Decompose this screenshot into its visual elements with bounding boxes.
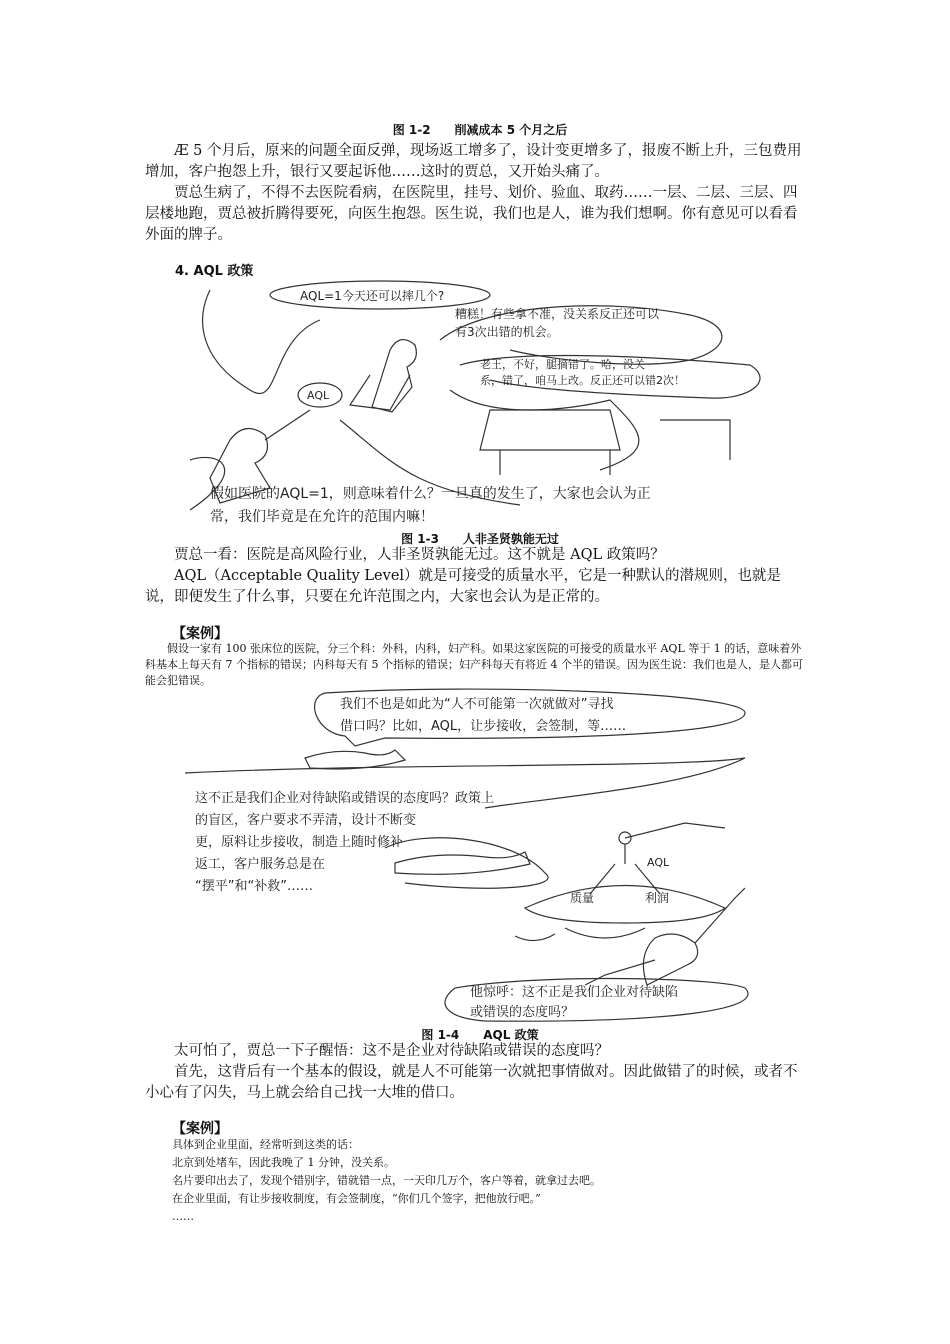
figure-1-4-caption: 图 1-4 AQL 政策 bbox=[421, 1028, 539, 1042]
figure-1-3-bubble-1: AQL=1今天还可以摔几个? bbox=[300, 289, 445, 303]
figure-1-3-bubble-2-line: 有3次出错的机会。 bbox=[455, 325, 559, 339]
lamp-shade bbox=[525, 886, 725, 924]
figure-1-4-bubble-top-line: 我们不也是如此为“人不可能第一次就做对”寻找 bbox=[340, 697, 614, 712]
figure-1-3-bottom-line: 假如医院的AQL=1，则意味着什么？一旦真的发生了，大家也会认为正 bbox=[210, 486, 651, 502]
figure-1-4-illustration bbox=[185, 688, 765, 1028]
section-heading: 4. AQL 政策 bbox=[175, 264, 254, 279]
figure-1-4-bubble-mid-line: 更，原料让步接收，制造上随时修补 bbox=[195, 835, 404, 850]
paragraph: 太可怕了，贾总一下子醒悟：这不是企业对待缺陷或错误的态度吗？ bbox=[174, 1043, 609, 1059]
sketch-line bbox=[515, 928, 645, 941]
figure-1-3-bubble-3-line: 老王，不好，腿摘错了。哈，没关 bbox=[480, 358, 645, 371]
paragraph: AQL（Acceptable Quality Level）就是可接受的质量水平，它是一种默认的潜规则，也就是说，即便发生了什么事，只要在允许范围之内，大家也会认为是正常的。 bbox=[145, 568, 782, 605]
figure-1-3-bottom-line: 常，我们毕竟是在允许的范围内嘛！ bbox=[210, 509, 434, 525]
figure-1-4-bubble-mid-line: 返工，客户服务总是在 bbox=[195, 857, 326, 872]
sketch-line bbox=[203, 290, 250, 390]
figure-1-3-sign-label: AQL bbox=[307, 389, 330, 402]
case-line: 名片要印出去了，发现个错别字，错就错一点，一天印几万个，客户等着，就拿过去吧。 bbox=[172, 1174, 601, 1187]
figure-1-4-bubble-bottom-line: 或错误的态度吗？ bbox=[470, 1005, 575, 1020]
sleeping-figure bbox=[305, 750, 405, 769]
figure-1-2-caption: 图 1-2 削减成本 5 个月之后 bbox=[392, 123, 568, 137]
figure-1-4-shade-left: 质量 bbox=[570, 891, 595, 905]
chain bbox=[625, 823, 725, 838]
figure-1-4-bubble-top-line: 借口吗？比如，AQL，让步接收，会签制，等…… bbox=[340, 719, 627, 734]
case-line: …… bbox=[172, 1210, 194, 1223]
sketch-line bbox=[265, 410, 310, 440]
figure-1-4-bubble-bottom-line: 他惊呼：这不正是我们企业对待缺陷 bbox=[470, 985, 679, 1000]
figure-1-3-caption: 图 1-3 人非圣贤孰能无过 bbox=[401, 532, 559, 546]
case-line: 具体到企业里面，经常听到这类的话： bbox=[172, 1138, 359, 1151]
falling-figure bbox=[643, 934, 697, 985]
figure-1-4-bubble-mid-line: “摆平”和“补救”…… bbox=[195, 879, 313, 894]
sketch-line bbox=[250, 320, 320, 394]
sketch-line bbox=[385, 838, 548, 888]
paragraph: 首先，这背后有一个基本的假设，就是人不可能第一次就把事情做对。因此做错了的时候，或者不小心有了闪失，马上就会给自己找一大堆的借口。 bbox=[145, 1064, 798, 1101]
sleeping-figure bbox=[395, 852, 530, 874]
figure-1-4-shade-right: 利润 bbox=[645, 891, 670, 905]
paragraph: Æ 5 个月后，原来的问题全面反弹，现场返工增多了，设计变更增多了，报废不断上升，三包费用增加，客户抱怨上升，银行又要起诉他……这时的贾总，又开始头痛了。 bbox=[145, 143, 802, 180]
figure-1-3-bubble-3-line: 系，错了，咱马上改。反正还可以错2次！ bbox=[480, 374, 685, 387]
case-text: 假设一家有 100 张床位的医院，分三个科：外科，内科，妇产科。如果这家医院的可接受的质量水平 AQL 等于 1 的话，意味着外科基本上每天有 7 个指标的错误；内科每天有 5 个指标的错误；妇产科每天有将近 4 个半的错误。因为医生说：我们也是人，是人都可能会犯错误。 bbox=[145, 642, 803, 687]
figure-1-4-bubble-mid-line: 的盲区，客户要求不弄清，设计不断变 bbox=[195, 813, 417, 828]
case-title: 【案例】 bbox=[172, 626, 228, 642]
operating-table bbox=[480, 410, 620, 450]
figure-1-3-bubble-2-line: 糟糕！有些拿不准，没关系反正还可以 bbox=[455, 307, 660, 321]
case-title: 【案例】 bbox=[172, 1121, 228, 1137]
paragraph: 贾总生病了，不得不去医院看病，在医院里，挂号、划价、验血、取药……一层、二层、三层、四层楼地跑，贾总被折腾得要死，向医生抱怨。医生说，我们也是人，谁为我们想啊。你有意见可以看看外面的牌子。 bbox=[145, 185, 798, 243]
case-line: 在企业里面，有让步接收制度，有会签制度，“你们几个签字，把他放行吧。” bbox=[172, 1192, 541, 1205]
figure-1-4-bubble-mid-line: 这不正是我们企业对待缺陷或错误的态度吗？政策上 bbox=[195, 791, 495, 806]
figure-1-4-lamp-label: AQL bbox=[647, 856, 670, 869]
figure-1-3-illustration bbox=[190, 280, 770, 530]
paragraph: 贾总一看：医院是高风险行业，人非圣贤孰能无过。这不就是 AQL 政策吗？ bbox=[174, 547, 665, 563]
case-line: 北京到处堵车，因此我晚了 1 分钟，没关系。 bbox=[172, 1156, 395, 1169]
